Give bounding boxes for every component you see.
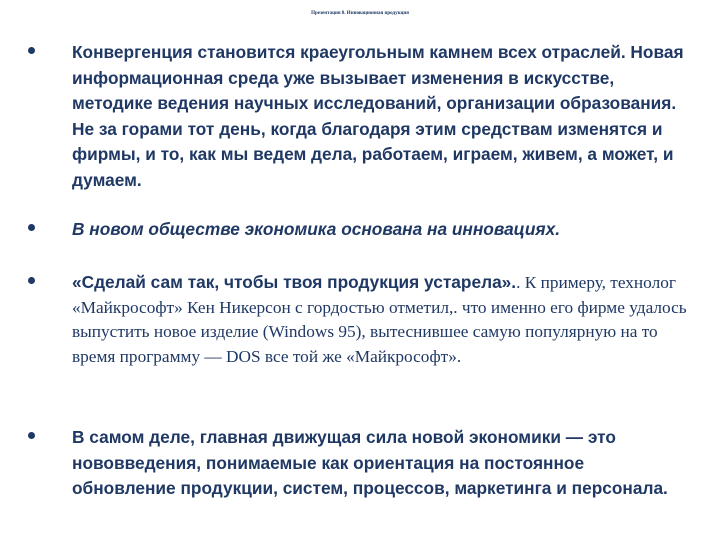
bullet-italic-text: В новом обществе экономика основана на инновациях. — [72, 219, 560, 239]
slide-title: Презентация 8. Инновационная продукция — [311, 11, 409, 16]
bullet-bold-text: «Сделай сам так, чтобы твоя продукция устарела». — [72, 272, 517, 292]
bullet-text — [72, 270, 688, 369]
bullet-bold-text: В самом деле, главная движущая сила новой экономики — это нововведения, понимаемые как ориентация на постоянное обновление продукции, систем, процессов, маркетинга и персонала. — [72, 427, 668, 499]
bullet-plain-text: . К примеру, технолог «Майкрософт» Кен Никерсон с гордостью отметил,. что именно его фирме удалось выпустить новое изделие (Windows 95), вытеснившее самую популярную на то время программу — DOS все той же «Майкрософт». — [72, 273, 687, 366]
bullet-text — [72, 425, 688, 502]
bullet-bold-text: Конвергенция становится краеугольным камнем всех отраслей. Новая информационная среда уже вызывает изменения в искусстве, методике ведения научных исследований, организации образования. Не за горами тот день, когда благодаря этим средствам изменятся и фирмы, и то, как мы ведем дела, работаем, играем, живем, а может, и думаем. — [72, 42, 684, 190]
bullet-dot-icon — [28, 47, 35, 54]
bullet-dot-icon — [28, 432, 35, 439]
bullet-dot-icon — [28, 277, 35, 284]
bullet-dot-icon — [28, 224, 35, 231]
bullet-text — [72, 40, 688, 194]
bullet-text — [72, 217, 688, 243]
